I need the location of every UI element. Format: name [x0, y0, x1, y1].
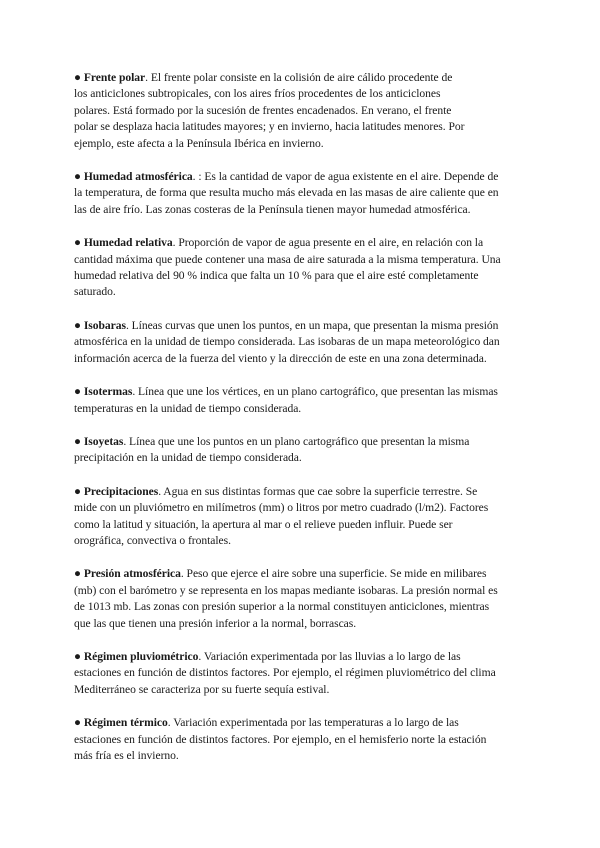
entry-line	[74, 136, 530, 152]
entry-text: ejemplo, este afecta a la Península Ibérica en invierno.	[74, 136, 324, 150]
entry-line	[74, 119, 530, 135]
entry-text: mide con un pluviómetro en milímetros (mm) o litros por metro cuadrado (l/m2). Factores	[74, 501, 489, 515]
entry-line	[74, 284, 530, 300]
glossary-entry	[74, 318, 530, 367]
bullet-icon: ●	[74, 649, 81, 663]
entry-line	[74, 103, 530, 119]
entry-text: . El frente polar consiste en la colisión de aire cálido procedente de	[145, 71, 453, 84]
entry-line	[74, 566, 530, 582]
entry-line	[74, 732, 530, 748]
entry-term: Humedad relativa	[83, 236, 173, 250]
entry-line	[74, 500, 530, 516]
entry-line	[74, 351, 530, 367]
glossary-list	[74, 70, 530, 764]
entry-line	[74, 450, 530, 466]
entry-text: estaciones en función de distintos factores. Por ejemplo, el régimen pluviométrico del clima	[74, 666, 496, 680]
entry-text: humedad relativa del 90 % indica que falta un 10 % para que el aire esté completamente	[74, 269, 479, 283]
entry-line	[74, 169, 530, 185]
entry-text: atmosférica en la unidad de tiempo considerada. Las isobaras de un mapa meteorológico dan	[74, 335, 500, 349]
glossary-entry	[74, 715, 530, 764]
entry-term: Régimen pluviométrico	[83, 649, 199, 663]
entry-term: Frente polar	[83, 71, 146, 84]
entry-line	[74, 401, 530, 417]
entry-text: estaciones en función de distintos factores. Por ejemplo, en el hemisferio norte la estación	[74, 732, 487, 746]
entry-text: . Línea que une los vértices, en un plano cartográfico, que presentan las mismas	[132, 385, 498, 399]
entry-line	[74, 434, 530, 450]
entry-line	[74, 384, 530, 400]
entry-text: temperaturas en la unidad de tiempo considerada.	[74, 401, 302, 415]
entry-text: . : Es la cantidad de vapor de agua existente en el aire. Depende de	[192, 170, 499, 184]
entry-line	[74, 748, 530, 764]
bullet-icon: ●	[74, 385, 81, 399]
entry-text: cantidad máxima que puede contener una masa de aire saturada a la misma temperatura. Una	[74, 252, 501, 266]
entry-line	[74, 616, 530, 632]
entry-text: de 1013 mb. Las zonas con presión superior a la normal constituyen anticiclones, mientras	[74, 600, 490, 614]
entry-text: saturado.	[74, 285, 116, 299]
entry-text: . Variación experimentada por las temperaturas a lo largo de las	[167, 716, 459, 730]
glossary-entry	[74, 434, 530, 467]
entry-text: la temperatura, de forma que resulta mucho más elevada en las masas de aire caliente que en	[74, 186, 499, 200]
entry-text: . Líneas curvas que unen los puntos, en un mapa, que presentan la misma presión	[125, 318, 499, 332]
entry-term: Régimen térmico	[83, 716, 168, 730]
entry-line	[74, 599, 530, 615]
entry-line	[74, 334, 530, 350]
glossary-entry	[74, 70, 530, 152]
entry-term: Isotermas	[83, 385, 133, 399]
bullet-icon: ●	[74, 716, 81, 730]
bullet-icon: ●	[74, 484, 81, 498]
entry-line	[74, 517, 530, 533]
entry-text: precipitación en la unidad de tiempo considerada.	[74, 451, 302, 465]
bullet-icon: ●	[74, 236, 81, 250]
entry-line	[74, 86, 530, 102]
glossary-entry	[74, 649, 530, 698]
bullet-icon: ●	[74, 318, 81, 332]
entry-line	[74, 484, 530, 500]
entry-line	[74, 202, 530, 218]
entry-term: Humedad atmosférica	[83, 170, 193, 184]
glossary-entry	[74, 169, 530, 218]
entry-line	[74, 235, 530, 251]
entry-text: polar se desplaza hacia latitudes mayores; y en invierno, hacia latitudes menores. Por	[74, 120, 465, 134]
bullet-icon: ●	[74, 434, 81, 448]
entry-term: Isoyetas	[83, 434, 124, 448]
entry-text: . Peso que ejerce el aire sobre una superficie. Se mide en milibares	[180, 567, 487, 581]
entry-text: las de aire frío. Las zonas costeras de la Península tienen mayor humedad atmosférica.	[74, 202, 471, 216]
glossary-entry	[74, 484, 530, 550]
entry-line	[74, 252, 530, 268]
entry-line	[74, 649, 530, 665]
entry-text: información acerca de la fuerza del viento y la dirección de este en una zona determinada.	[74, 351, 487, 365]
entry-text: . Variación experimentada por las lluvias a lo largo de las	[198, 649, 461, 663]
entry-text: . Agua en sus distintas formas que cae sobre la superficie terrestre. Se	[158, 484, 478, 498]
entry-line	[74, 268, 530, 284]
entry-line	[74, 318, 530, 334]
entry-text: más fría es el invierno.	[74, 749, 179, 762]
entry-text: polares. Está formado por la sucesión de frentes encadenados. En verano, el frente	[74, 103, 452, 117]
entry-line	[74, 185, 530, 201]
entry-text: los anticiclones subtropicales, con los aires fríos procedentes de los anticiclones	[74, 87, 441, 101]
glossary-entry	[74, 566, 530, 632]
bullet-icon: ●	[74, 170, 81, 184]
entry-text: que las que tienen una presión inferior a la normal, borrascas.	[74, 616, 357, 630]
glossary-entry	[74, 384, 530, 417]
entry-text: Mediterráneo se caracteriza por su fuerte sequía estival.	[74, 682, 330, 696]
entry-line	[74, 533, 530, 549]
entry-line	[74, 715, 530, 731]
entry-text: como la latitud y situación, la apertura al mar o el relieve pueden influir. Puede ser	[74, 517, 453, 531]
entry-text: . Proporción de vapor de agua presente en el aire, en relación con la	[172, 236, 484, 250]
entry-line	[74, 583, 530, 599]
entry-line	[74, 682, 530, 698]
glossary-entry	[74, 235, 530, 301]
bullet-icon: ●	[74, 567, 81, 581]
entry-term: Presión atmosférica	[83, 567, 181, 581]
entry-term: Precipitaciones	[83, 484, 159, 498]
entry-text: (mb) con el barómetro y se representa en los mapas mediante isobaras. La presión normal es	[74, 583, 498, 597]
entry-line	[74, 70, 530, 86]
entry-text: orográfica, convectiva o frontales.	[74, 533, 231, 547]
bullet-icon: ●	[74, 71, 81, 84]
entry-line	[74, 665, 530, 681]
entry-text: . Línea que une los puntos en un plano cartográfico que presentan la misma	[123, 434, 470, 448]
entry-term: Isobaras	[83, 318, 126, 332]
